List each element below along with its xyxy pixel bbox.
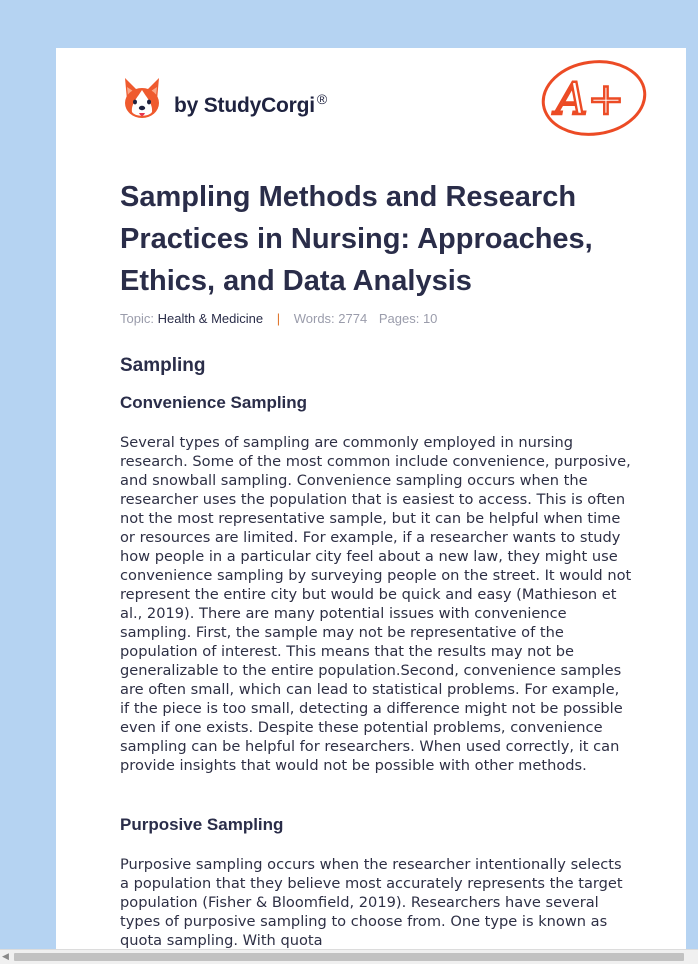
paragraph-purposive-sampling: Purposive sampling occurs when the researcher intentionally selects a population that they believe most accurately represents the target population (Fisher & Bloomfield, 2019). Researchers have several types of purposive sampling to choose from. One type is known as quota sampling. With quota (120, 856, 623, 949)
words-value: 2774 (338, 311, 368, 326)
scrollbar-thumb[interactable] (14, 953, 684, 961)
words-label: Words: (293, 311, 335, 326)
subheading-purposive-sampling: Purposive Sampling (120, 815, 284, 834)
scroll-left-arrow-icon[interactable]: ◀ (2, 952, 9, 962)
pages-value: 10 (422, 311, 438, 326)
page-title: Sampling Methods and Research Practices in Nursing: Approaches, Ethics, and Data Analysis (120, 181, 593, 297)
subheading-convenience-sampling: Convenience Sampling (120, 393, 308, 412)
horizontal-scrollbar[interactable] (0, 949, 698, 964)
article-meta (120, 311, 437, 326)
brand-name: by StudyCorgi ® (174, 90, 328, 117)
grade-text: A+ (555, 74, 625, 125)
section-heading-sampling: Sampling (120, 355, 206, 376)
a-plus-badge-icon (540, 58, 648, 138)
paragraph-convenience-sampling: Several types of sampling are commonly employed in nursing research. Some of the most common include convenience, purposive, and snowball sampling. Convenience sampling occurs when the researcher uses the population that is easiest to access. This is often not the most representative sample, but it can be helpful when time or resources are limited. For example, if a researcher wants to study how people in a particular city feel about a new law, they might use convenience sampling by surveying people on the street. It would not represent the entire city but would be quick and easy (Mathieson et al., 2019). There are many potential issues with convenience sampling. First, the sample may not be representative of the population of interest. This means that the results may not be generalizable to the entire population.Second, convenience samples are often small, which can lead to statistical problems. For example, if the piece is too small, detecting a difference might not be possible even if one exists. Despite these potential problems, convenience sampling can be helpful for researchers. When used correctly, it can provide insights that would not be possible with other methods. (120, 434, 632, 774)
document-page (56, 48, 686, 964)
pages-label: Pages: (378, 311, 420, 326)
topic-link[interactable]: Health & Medicine (157, 311, 264, 326)
corgi-logo-icon (122, 76, 162, 122)
meta-separator: | (276, 311, 281, 326)
topic-label: Topic: (120, 311, 154, 326)
studycorgi-logo[interactable] (122, 76, 327, 122)
